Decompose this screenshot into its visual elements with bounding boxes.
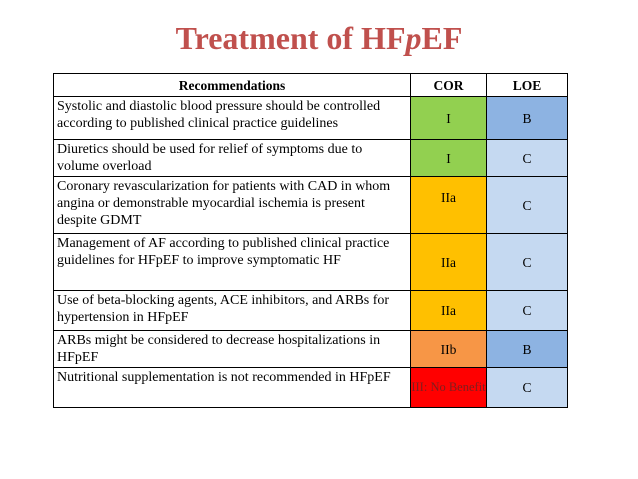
recommendation-text: ARBs might be considered to decrease hospitalizations in HFpEF bbox=[54, 331, 411, 368]
loe-cell: C bbox=[487, 140, 568, 177]
header-cor: COR bbox=[411, 74, 487, 97]
loe-cell: C bbox=[487, 291, 568, 331]
cor-cell: IIb bbox=[411, 331, 487, 368]
header-recommendations: Recommendations bbox=[54, 74, 411, 97]
loe-cell: B bbox=[487, 97, 568, 140]
loe-cell: C bbox=[487, 368, 568, 408]
cor-cell: IIa bbox=[411, 291, 487, 331]
table-row bbox=[54, 177, 568, 234]
loe-cell: C bbox=[487, 234, 568, 291]
table-row bbox=[54, 331, 568, 368]
recommendation-text: Diuretics should be used for relief of symptoms due to volume overload bbox=[54, 140, 411, 177]
title-prefix: Treatment of HF bbox=[175, 20, 406, 56]
loe-cell: B bbox=[487, 331, 568, 368]
recommendation-text: Systolic and diastolic blood pressure should be controlled according to published clinical practice guidelines bbox=[54, 97, 411, 140]
recommendation-text: Coronary revascularization for patients with CAD in whom angina or demonstrable myocardial ischemia is present despite GDMT bbox=[54, 177, 411, 234]
page-title bbox=[0, 18, 638, 58]
table-header-row bbox=[54, 74, 568, 97]
cor-cell: I bbox=[411, 140, 487, 177]
cor-cell: IIa bbox=[411, 177, 487, 234]
table-row bbox=[54, 368, 568, 408]
cor-cell: I bbox=[411, 97, 487, 140]
table-row bbox=[54, 140, 568, 177]
recommendation-text: Nutritional supplementation is not recommended in HFpEF bbox=[54, 368, 411, 408]
table-row bbox=[54, 97, 568, 140]
header-loe: LOE bbox=[487, 74, 568, 97]
loe-cell: C bbox=[487, 177, 568, 234]
recommendation-text: Management of AF according to published clinical practice guidelines for HFpEF to improve symptomatic HF bbox=[54, 234, 411, 291]
recommendations-table bbox=[53, 73, 568, 408]
title-suffix: EF bbox=[421, 20, 463, 56]
table-row bbox=[54, 234, 568, 291]
cor-cell: III: No Benefit bbox=[411, 368, 487, 408]
table-row bbox=[54, 291, 568, 331]
cor-cell: IIa bbox=[411, 234, 487, 291]
title-italic: p bbox=[405, 20, 422, 56]
recommendation-text: Use of beta-blocking agents, ACE inhibitors, and ARBs for hypertension in HFpEF bbox=[54, 291, 411, 331]
